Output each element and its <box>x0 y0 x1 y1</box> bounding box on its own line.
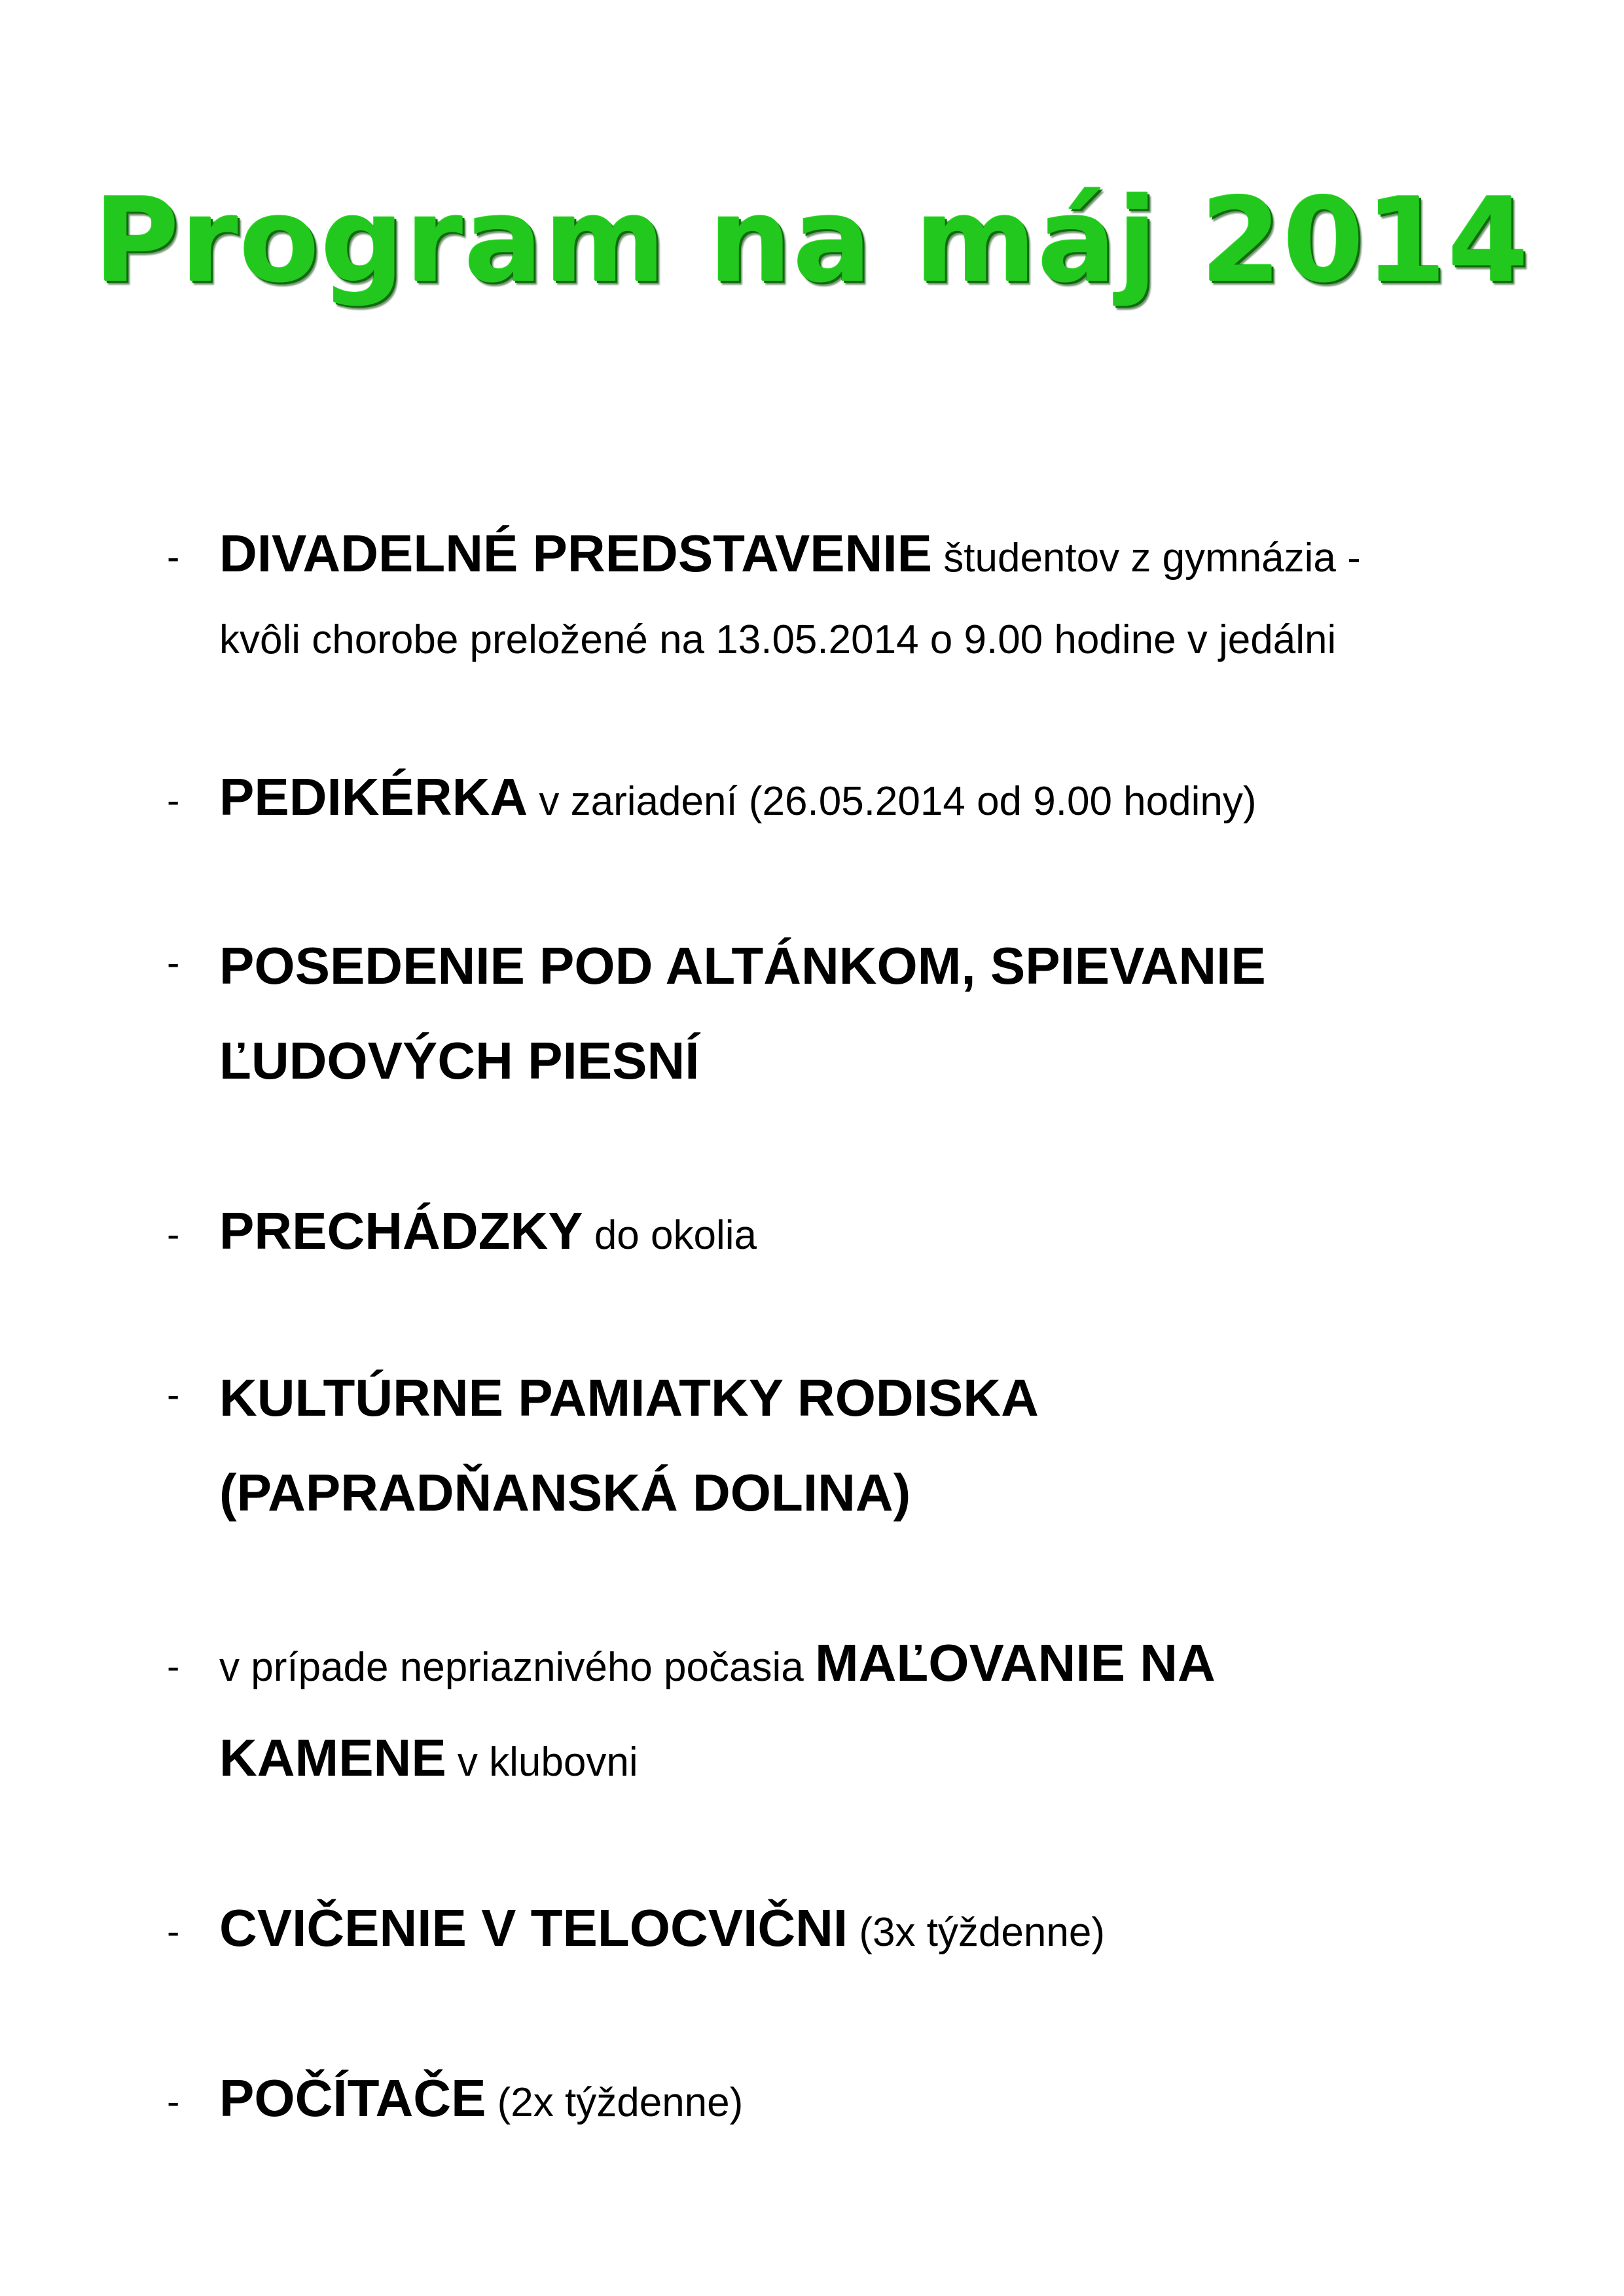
item-heading: CVIČENIE V TELOCVIČNI <box>219 1899 848 1957</box>
item-line <box>219 617 1336 663</box>
item-heading: POČÍTAČE <box>219 2069 486 2127</box>
list-dash: - <box>167 1374 180 1416</box>
item-heading: MAĽOVANIE NA <box>814 1634 1216 1692</box>
item-heading: POSEDENIE POD ALTÁNKOM, SPIEVANIE <box>219 937 1266 995</box>
item-heading: DIVADELNÉ PREDSTAVENIE <box>219 524 933 583</box>
item-line <box>219 936 1266 996</box>
item-line <box>219 1201 757 1261</box>
item-heading: PRECHÁDZKY <box>219 1202 583 1260</box>
item-line <box>219 1633 1216 1693</box>
item-detail: kvôli chorobe preložené na 13.05.2014 o 9.00 hodine v jedálni <box>219 617 1337 662</box>
item-detail: do okolia <box>583 1213 757 1258</box>
item-line <box>219 1463 911 1523</box>
list-dash: - <box>167 536 180 579</box>
item-detail: v zariadení (26.05.2014 od 9.00 hodiny) <box>528 779 1257 824</box>
item-detail: v prípade nepriaznivého počasia <box>219 1645 815 1690</box>
item-heading: PEDIKÉRKA <box>219 768 528 826</box>
item-detail: študentov z gymnázia - <box>932 535 1361 581</box>
list-dash: - <box>167 942 180 984</box>
item-heading-cont: ĽUDOVÝCH PIESNÍ <box>219 1031 700 1090</box>
list-dash: - <box>167 2081 180 2123</box>
item-line <box>219 1031 699 1091</box>
list-dash: - <box>167 1645 180 1688</box>
item-detail: (3x týždenne) <box>848 1910 1105 1955</box>
page-title: Program na máj 2014 <box>94 173 1530 308</box>
item-heading-cont: (PAPRADŇANSKÁ DOLINA) <box>219 1463 911 1522</box>
list-dash: - <box>167 1910 180 1953</box>
list-dash: - <box>167 780 180 822</box>
list-dash: - <box>167 1213 180 1256</box>
item-line <box>219 1368 1039 1428</box>
item-line <box>219 767 1257 827</box>
item-detail: (2x týždenne) <box>486 2080 744 2125</box>
item-line <box>219 2068 743 2128</box>
item-heading-cont: KAMENE <box>219 1729 446 1787</box>
item-line <box>219 524 1361 584</box>
item-detail: v klubovni <box>446 1740 638 1785</box>
item-line <box>219 1728 638 1788</box>
item-line <box>219 1898 1105 1958</box>
item-heading: KULTÚRNE PAMIATKY RODISKA <box>219 1369 1039 1427</box>
